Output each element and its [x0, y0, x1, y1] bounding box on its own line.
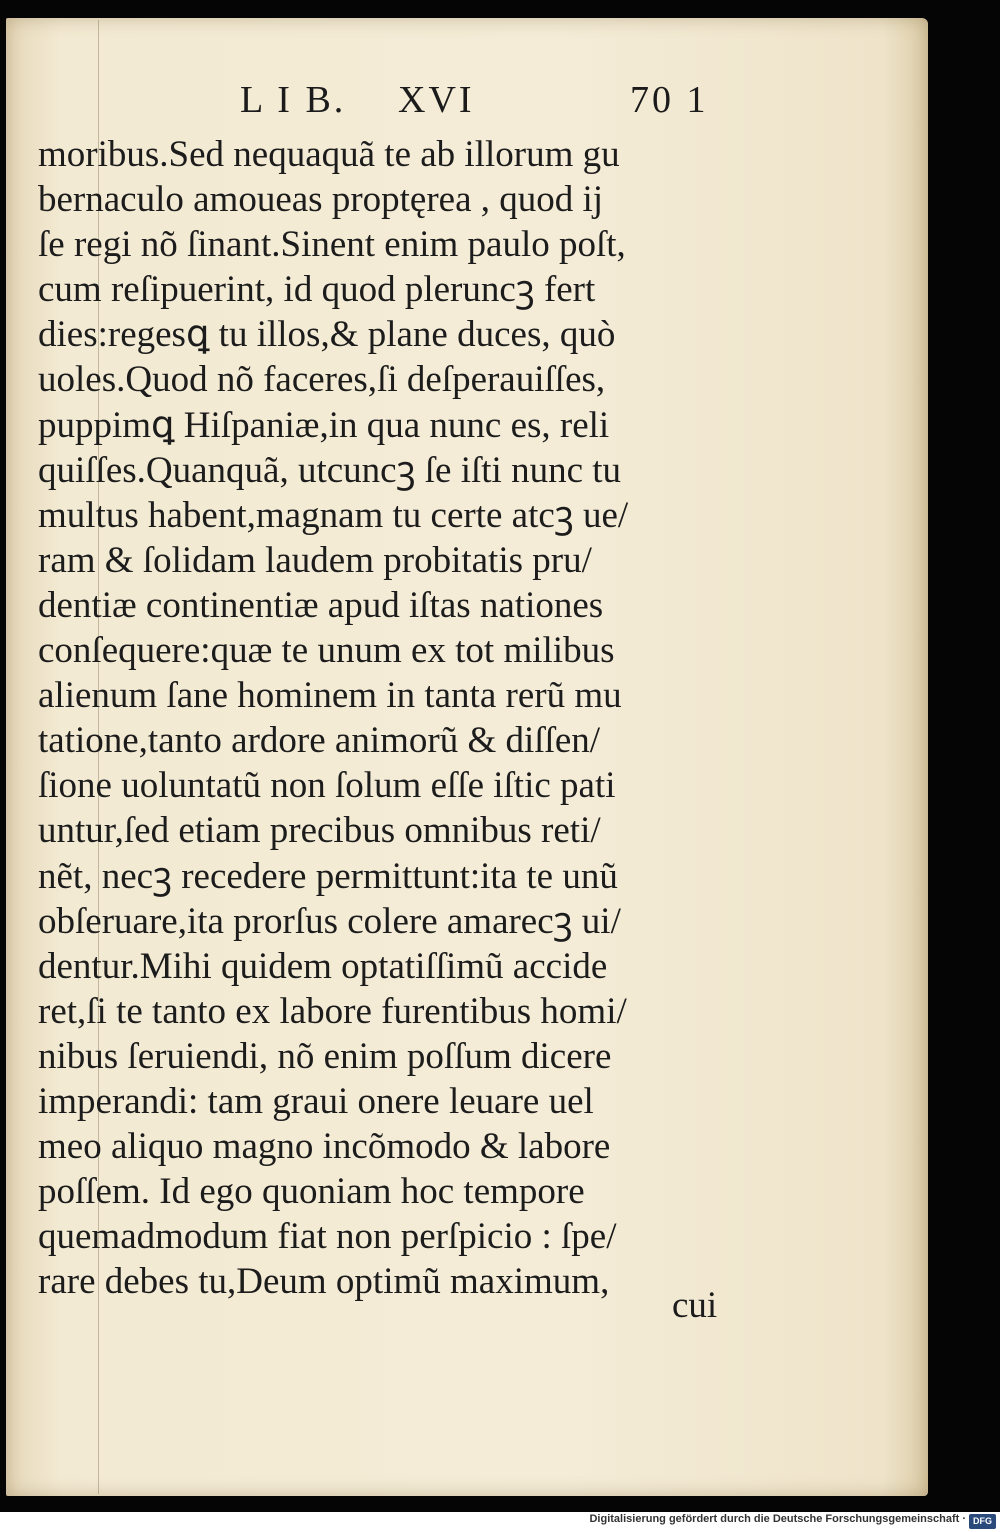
text-line: nibus ſeruiendi, nõ enim poſſum dicere: [38, 1035, 612, 1077]
body-text: [38, 132, 738, 1304]
text-line: quiſſes.Quanquã, utcuncꝫ ſe iſti nunc tu: [38, 449, 622, 491]
catchword: cui: [672, 1285, 718, 1326]
footer-bar: [0, 1512, 1000, 1532]
text-line: moribus.Sed nequaquã te ab illorum gu: [38, 134, 620, 175]
text-line: ret,ſi te tanto ex labore furentibus homi/: [38, 990, 627, 1032]
text-line: uoles.Quod nõ faceres,ſi deſperauiſſes,: [38, 359, 606, 401]
dfg-logo: DFG: [969, 1514, 996, 1529]
funding-credit: Digitalisierung gefördert durch die Deutsche Forschungsgemeinschaft ·: [589, 1513, 966, 1525]
text-line: imperandi: tam graui onere leuare uel: [38, 1080, 594, 1122]
text-line: dentiæ continentiæ apud iſtas nationes: [38, 584, 604, 626]
text-line: meo aliquo magno incõmodo & labore: [38, 1126, 611, 1168]
text-line: puppimꝗ Hiſpaniæ,in qua nunc es, reli: [38, 404, 610, 446]
text-line: untur,ſed etiam precibus omnibus reti/: [38, 810, 601, 852]
text-line: ram & ſolidam laudem probitatis pru/: [38, 539, 592, 581]
text-line: cum reſipuerint, id quod pleruncꝫ fert: [38, 269, 596, 311]
header-book-label: L I B.: [240, 79, 347, 121]
text-line: poſſem. Id ego quoniam hoc tempore: [38, 1171, 585, 1213]
text-line: alienum ſane hominem in tanta rerũ mu: [38, 675, 622, 717]
text-line: dentur.Mihi quidem optatiſſimũ accide: [38, 945, 608, 987]
running-header: [240, 78, 710, 121]
text-line: obſeruare,ita prorſus colere amarecꝫ ui/: [38, 900, 621, 942]
text-line: nẽt, necꝫ recedere permittunt:ita te unũ: [38, 855, 618, 897]
text-line: quemadmodum fiat non perſpicio : ſpe/: [38, 1216, 617, 1258]
text-line: conſequere:quæ te unum ex tot milibus: [38, 630, 615, 672]
text-line: ſe regi nõ ſinant.Sinent enim paulo poſt,: [38, 224, 626, 266]
text-line: bernaculo amoueas proptęrea , quod ij: [38, 179, 604, 221]
text-line: tatione,tanto ardore animorũ & diſſen/: [38, 720, 601, 762]
text-line: dies:regesꝗ tu illos,& plane duces, quò: [38, 314, 616, 356]
page-number: 70 1: [630, 79, 709, 121]
text-line: rare debes tu,Deum optimũ maximum,: [38, 1261, 610, 1303]
header-book-number: XVI: [398, 79, 475, 121]
text-line: ſione uoluntatũ non ſolum eſſe iſtic pati: [38, 765, 616, 807]
text-line: multus habent,magnam tu certe atcꝫ ue/: [38, 494, 629, 536]
